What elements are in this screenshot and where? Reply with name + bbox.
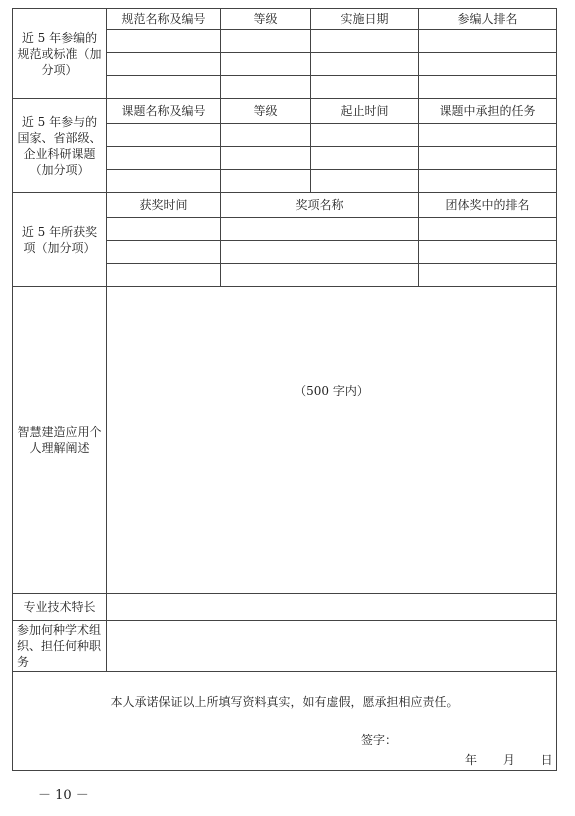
- pledge-statement: 本人承诺保证以上所填写资料真实，如有虚假，愿承担相应责任。: [110, 695, 459, 709]
- awards-cell[interactable]: [107, 264, 221, 287]
- projects-cell[interactable]: [419, 147, 557, 170]
- standards-cell[interactable]: [221, 30, 311, 53]
- awards-cell[interactable]: [107, 218, 221, 241]
- awards-cell[interactable]: [221, 264, 419, 287]
- standards-cell[interactable]: [311, 30, 419, 53]
- academic-label: 参加何种学术组织、担任何种职务: [13, 621, 107, 672]
- standards-cell[interactable]: [419, 76, 557, 99]
- standards-header-rank: 参编人排名: [419, 9, 557, 30]
- specialty-field[interactable]: [107, 594, 557, 621]
- date-label[interactable]: 年 月 日: [465, 753, 553, 767]
- projects-header-task: 课题中承担的任务: [419, 99, 557, 124]
- awards-cell[interactable]: [221, 241, 419, 264]
- specialty-label: 专业技术特长: [13, 594, 107, 621]
- awards-header-time: 获奖时间: [107, 193, 221, 218]
- statement-field[interactable]: [107, 287, 557, 594]
- awards-cell[interactable]: [221, 218, 419, 241]
- projects-cell[interactable]: [107, 147, 221, 170]
- projects-header-level: 等级: [221, 99, 311, 124]
- projects-header-name: 课题名称及编号: [107, 99, 221, 124]
- standards-cell[interactable]: [107, 30, 221, 53]
- projects-cell[interactable]: [221, 147, 311, 170]
- application-form: [12, 8, 556, 771]
- academic-field[interactable]: [107, 621, 557, 672]
- projects-cell[interactable]: [311, 124, 419, 147]
- standards-header-date: 实施日期: [311, 9, 419, 30]
- awards-cell[interactable]: [419, 264, 557, 287]
- projects-cell[interactable]: [419, 170, 557, 193]
- awards-cell[interactable]: [419, 241, 557, 264]
- projects-cell[interactable]: [419, 124, 557, 147]
- standards-cell[interactable]: [221, 53, 311, 76]
- standards-cell[interactable]: [419, 53, 557, 76]
- awards-header-name: 奖项名称: [221, 193, 419, 218]
- projects-cell[interactable]: [311, 170, 419, 193]
- statement-label: 智慧建造应用个人理解阐述: [13, 287, 107, 594]
- standards-cell[interactable]: [107, 76, 221, 99]
- awards-header-rank: 团体奖中的排名: [419, 193, 557, 218]
- standards-label: 近 5 年参编的规范或标准（加分项）: [13, 9, 107, 99]
- page-number: － 10 －: [38, 788, 89, 803]
- form-table: [12, 8, 557, 771]
- projects-cell[interactable]: [311, 147, 419, 170]
- standards-header-name: 规范名称及编号: [107, 9, 221, 30]
- statement-hint: （500 字内）: [294, 384, 369, 398]
- pledge-area: [13, 672, 557, 771]
- projects-cell[interactable]: [107, 170, 221, 193]
- standards-cell[interactable]: [107, 53, 221, 76]
- awards-cell[interactable]: [419, 218, 557, 241]
- signature-label[interactable]: 签字：: [361, 733, 398, 747]
- standards-cell[interactable]: [419, 30, 557, 53]
- projects-header-period: 起止时间: [311, 99, 419, 124]
- projects-label: 近 5 年参与的国家、省部级、企业科研课题（加分项）: [13, 99, 107, 193]
- projects-cell[interactable]: [221, 170, 311, 193]
- standards-header-level: 等级: [221, 9, 311, 30]
- standards-cell[interactable]: [221, 76, 311, 99]
- awards-label: 近 5 年所获奖项（加分项）: [13, 193, 107, 287]
- projects-cell[interactable]: [221, 124, 311, 147]
- standards-cell[interactable]: [311, 53, 419, 76]
- standards-cell[interactable]: [311, 76, 419, 99]
- awards-cell[interactable]: [107, 241, 221, 264]
- projects-cell[interactable]: [107, 124, 221, 147]
